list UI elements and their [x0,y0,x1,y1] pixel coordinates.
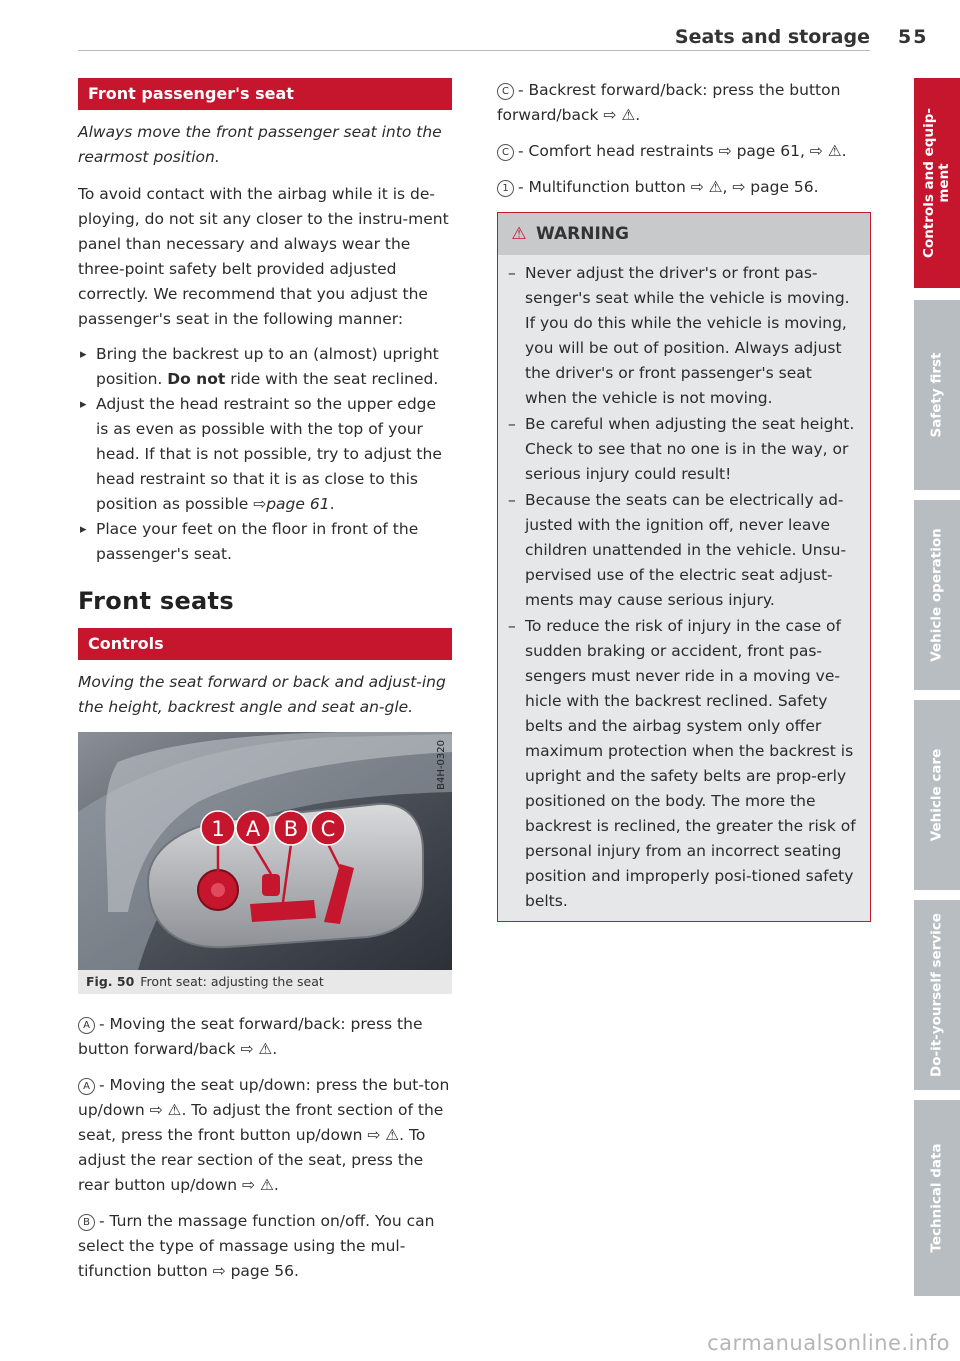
left-column [78,78,452,1295]
warning-list [498,261,870,914]
marker-1-icon: 1 [497,180,514,197]
tab-safety-first[interactable]: Safety first [914,300,960,490]
callout-a-label: A [245,817,261,841]
seat-controls-figure [78,732,452,970]
watermark: carmanualsonline.info [707,1331,950,1355]
marker-c-icon: C [497,144,514,161]
callout-b-label: B [283,817,299,841]
passenger-seat-intro: Always move the front passenger seat into the rearmost position. [78,123,442,166]
marker-b-icon: B [78,1214,95,1231]
step-item: ▸ Bring the backrest up to an (almost) upright position. Do not ride with the seat reclined. [78,342,452,392]
control-entry: C - Comfort head restraints ⇨ page 61, ⇨ ⚠. [497,139,871,164]
warning-item: – Never adjust the driver's or front pas-senger's seat while the vehicle is moving. If you do this while the vehicle is moving, you will be out of position. Always adjust the driver's or front passenger's seat when the vehicle is not moving. [508,261,858,411]
running-title: Seats and storage [674,26,870,48]
warning-header [498,213,870,255]
passenger-seat-paragraph: To avoid contact with the airbag while it is de-ploying, do not sit any closer to the instru-ment panel than necessary and always wear the three-point safety belt provided adjusted correctly. We recommend that you adjust the passenger's seat in the following manner: [78,185,449,328]
arrow-icon: ⇨ [253,495,267,513]
tab-vehicle-operation[interactable]: Vehicle operation [914,500,960,690]
callout-1-label: 1 [211,817,225,841]
passenger-seat-heading: Front passenger's seat [78,78,452,110]
controls-heading: Controls [78,628,452,660]
right-column [497,78,871,922]
front-seats-title: Front seats [78,587,234,615]
figure-caption: Fig. 50 Front seat: adjusting the seat [78,970,452,994]
warning-triangle-icon: ⚠ [511,224,527,244]
header-rule [78,50,870,51]
control-entry: B - Turn the massage function on/off. You can select the type of massage using the mul-tifunction button ⇨ page 56. [78,1212,435,1280]
warning-title: WARNING [536,224,629,244]
control-entry: A - Moving the seat forward/back: press the button forward/back ⇨ ⚠. [78,1015,423,1058]
control-entry: A - Moving the seat up/down: press the but-ton up/down ⇨ ⚠. To adjust the front section of the seat, press the front button up/down ⇨ ⚠. To adjust the rear section of the seat, press the rear button up/down ⇨ ⚠. [78,1076,450,1194]
warning-item: – Because the seats can be electrically ad-justed with the ignition off, never leave children unattended in the vehicle. Unsu-pervised use of the electric seat adjust-ments may cause serious injury. [508,488,858,613]
page-number: 55 [898,26,929,48]
marker-a-icon: A [78,1017,95,1034]
tab-technical-data[interactable]: Technical data [914,1100,960,1296]
tab-do-it-yourself-service[interactable]: Do-it-yourself service [914,900,960,1090]
control-entry: 1 - Multifunction button ⇨ ⚠, ⇨ page 56. [497,175,871,200]
warning-item: – Be careful when adjusting the seat height. Check to see that no one is in the way, or serious injury could result! [508,412,858,487]
controls-intro: Moving the seat forward or back and adjust-ing the height, backrest angle and seat an-gle. [78,673,446,716]
tab-controls-and-equipment[interactable]: Controls and equip-ment [914,78,960,288]
step-item: ▸ Place your feet on the floor in front of the passenger's seat. [78,517,452,567]
marker-c-icon: C [497,83,514,100]
warning-item: – To reduce the risk of injury in the case of sudden braking or accident, front pas-sengers must never ride in a moving ve-hicle with the backrest reclined. Safety belts and the airbag system only offer maximum protection when the backrest is upright and the safety belts are prop-erly positioned on the body. The more the backrest is reclined, the greater the risk of personal injury from an incorrect seating position and improperly posi-tioned safety belts. [508,614,858,914]
tab-vehicle-care[interactable]: Vehicle care [914,700,960,890]
warning-box [497,212,871,922]
control-entry: C - Backrest forward/back: press the button forward/back ⇨ ⚠. [497,81,841,124]
page-reference[interactable]: page 61 [266,495,330,513]
callout-c-label: C [320,817,336,841]
figure-code: B4H-0320 [436,740,447,790]
seat-controls-illustration [78,732,452,970]
step-item: ▸ Adjust the head restraint so the upper edge is as even as possible with the top of your head. If that is not possible, try to adjust the head restraint so that it is as close to this position as possible ⇨page 61. [78,392,452,517]
passenger-seat-steps [78,342,452,567]
marker-a-icon: A [78,1078,95,1095]
